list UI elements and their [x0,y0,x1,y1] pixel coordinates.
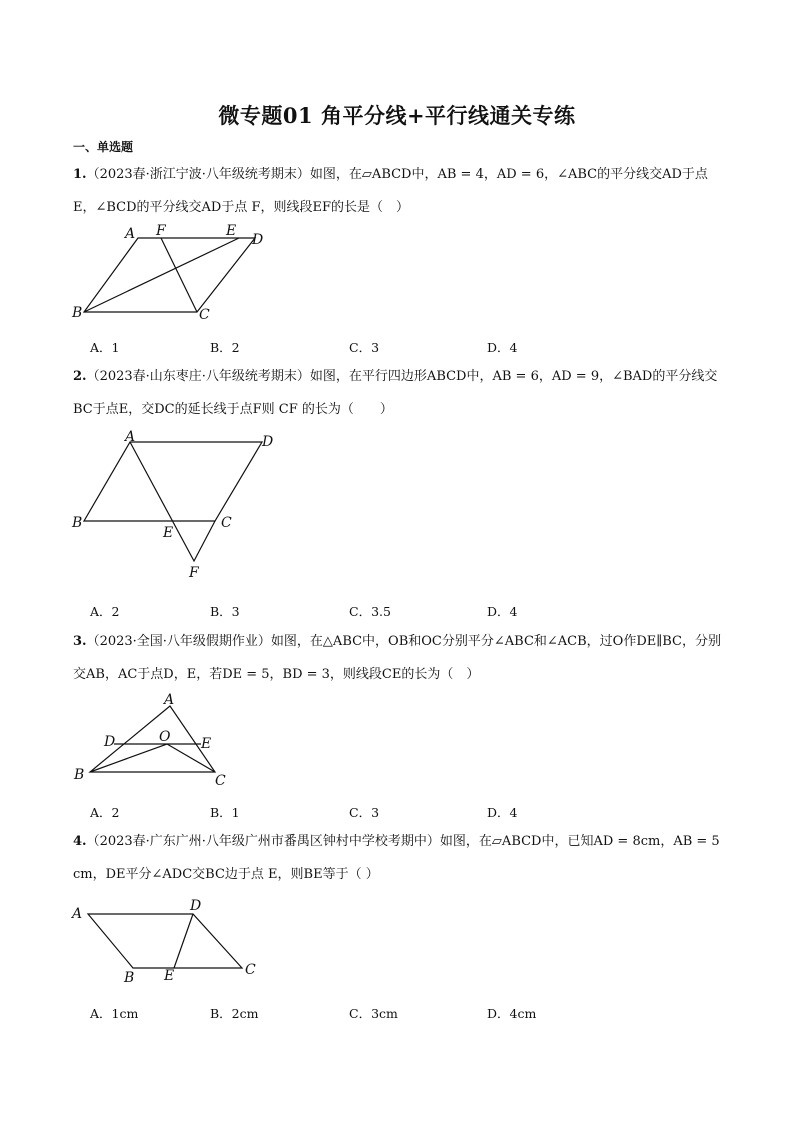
q1-option-a[interactable]: A．1 [90,340,120,355]
figure-4-parallelogram [70,898,270,988]
q4-option-a[interactable]: A．1cm [90,1006,139,1021]
figure-2-label-d: D [262,434,274,450]
figure-4-label-b: B [124,970,135,986]
question-text: （2023春·广东广州·八年级广州市番禺区钟村中学校考期中）如图，在▱ABCD中，已知AD = 8cm，AB = 5 cm，DE平分∠ADC交BC边于点 E，则BE等于（ ） [73,834,720,882]
figure-1-bisector-be [84,238,239,312]
question-number: 3. [73,634,87,649]
question-text: （2023春·山东枣庄·八年级统考期末）如图，在平行四边形ABCD中，AB = 6，AD = 9，∠BAD的平分线交BC于点E，交DC的延长线于点F则 CF 的长为（ ） [73,369,718,417]
q4-option-b[interactable]: B．2cm [210,1006,259,1021]
figure-3-triangle [70,692,240,792]
figure-2-label-a: A [125,429,136,445]
figure-2-parallelogram [70,428,290,581]
figure-4-label-a: A [72,906,83,922]
q3-option-d[interactable]: D．4 [487,805,518,820]
q2-option-a[interactable]: A．2 [90,604,120,619]
figure-4-bisector-de [174,914,193,968]
figure-1-label-e: E [226,223,237,239]
question-4 [73,825,723,891]
figure-4-outline [88,914,242,968]
figure-2-outline [84,442,262,521]
figure-1-bisector-cf [161,238,197,312]
figure-3-label-d: D [104,734,116,750]
figure-1-label-b: B [72,305,83,321]
figure-4-label-c: C [245,962,256,978]
q2-option-b[interactable]: B．3 [210,604,240,619]
figure-2-extension-f [130,442,215,561]
q1-option-c[interactable]: C．3 [349,340,380,355]
figure-1-outline [84,238,255,312]
question-number: 1. [73,167,87,182]
q3-option-a[interactable]: A．2 [90,805,120,820]
q1-option-d[interactable]: D．4 [487,340,518,355]
figure-1-label-f: F [156,223,166,239]
figure-1-parallelogram [70,224,270,326]
question-1 [73,158,723,224]
q3-option-b[interactable]: B．1 [210,805,240,820]
question-2 [73,360,723,426]
figure-1-label-a: A [125,226,136,242]
question-text: （2023春·浙江宁波·八年级统考期末）如图，在▱ABCD中，AB = 4，AD = 6，∠ABC的平分线交AD于点E，∠BCD的平分线交AD于点 F，则线段EF的长是（ ） [73,167,708,215]
figure-4-label-d: D [190,898,202,914]
question-number: 4. [73,834,87,849]
figure-2-label-b: B [72,515,83,531]
q2-option-c[interactable]: C．3.5 [349,604,391,619]
figure-1-label-c: C [199,307,210,323]
figure-3-label-e: E [201,736,212,752]
figure-3-label-b: B [74,767,85,783]
figure-3-label-o: O [159,729,171,745]
q3-option-c[interactable]: C．3 [349,805,380,820]
q1-option-b[interactable]: B．2 [210,340,240,355]
figure-1-label-d: D [252,232,264,248]
figure-3-label-c: C [215,773,226,789]
figure-2-label-f: F [189,565,199,581]
question-text: （2023·全国·八年级假期作业）如图，在△ABC中，OB和OC分别平分∠ABC和∠ACB，过O作DE∥BC，分别交AB，AC于点D，E，若DE = 5，BD = 3，则线段CE的长为（ ） [73,634,721,682]
figure-3-label-a: A [164,692,175,708]
figure-2-label-c: C [221,515,232,531]
figure-4-label-e: E [164,968,175,984]
page-title: 微专题01 角平分线+平行线通关专练 [218,103,576,128]
q4-option-d[interactable]: D．4cm [487,1006,537,1021]
question-3 [73,625,723,691]
section-heading: 一、单选题 [73,140,134,154]
q4-option-c[interactable]: C．3cm [349,1006,398,1021]
figure-2-label-e: E [163,525,174,541]
q2-option-d[interactable]: D．4 [487,604,518,619]
question-number: 2. [73,369,87,384]
